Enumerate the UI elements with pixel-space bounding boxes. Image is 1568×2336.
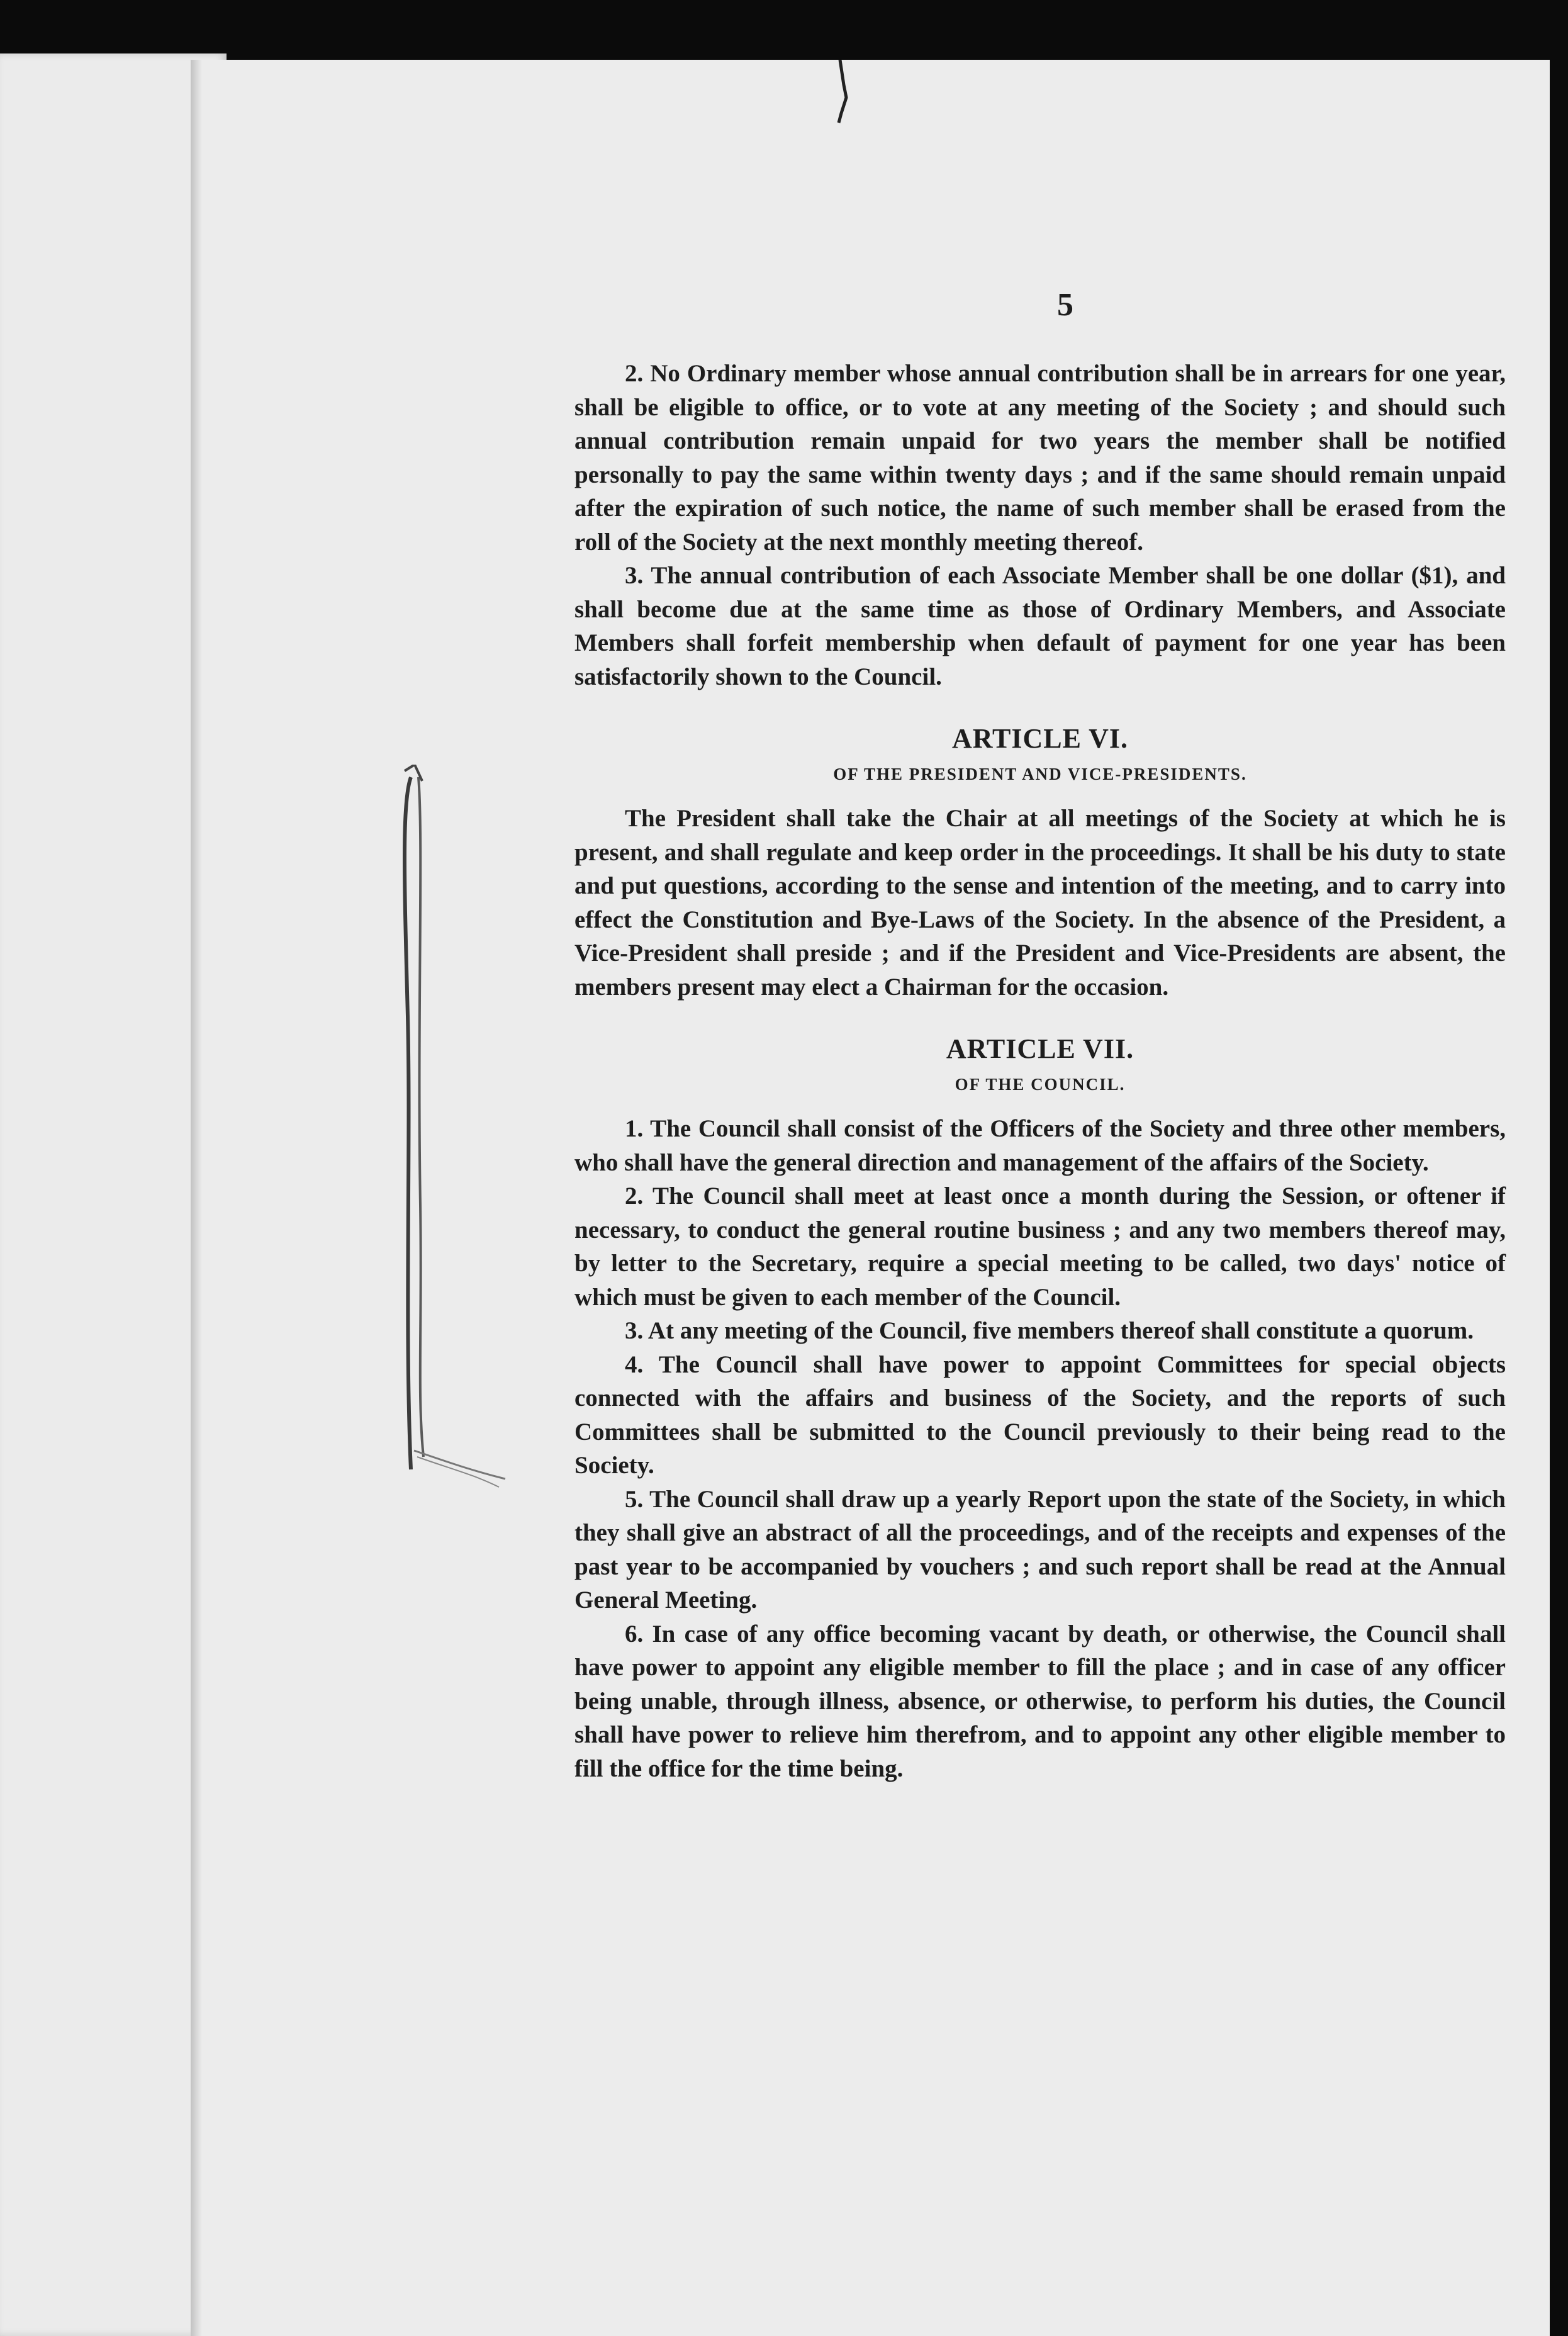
article-vii-heading: ARTICLE VII. [946, 1033, 1134, 1064]
article-vii-clause-2: 2. The Council shall meet at least once a month during the Session, or oftener if necessary, to conduct the general routine business ; and any two members thereof may, by letter to the Secretary, require a special meeting to be called, two days' notice of which must be given to each member of the Council. [574, 1182, 1506, 1311]
article-vi-subheading: OF THE PRESIDENT AND VICE-PRESIDENTS. [833, 765, 1247, 783]
page-edge-shadow [191, 60, 202, 2336]
article-vii-clause-5: 5. The Council shall draw up a yearly Report upon the state of the Society, in which they shall give an abstract of all the proceedings, and of the receipts and expenses of the past year to be accompanied by vouchers ; and such report shall be read at the Annual General Meeting. [574, 1485, 1506, 1614]
ink-mark-icon [834, 60, 850, 129]
thread-binding-icon [386, 765, 512, 1488]
article-vii-clause-3: 3. At any meeting of the Council, five members thereof shall constitute a quorum. [625, 1317, 1474, 1344]
document-page [191, 60, 1550, 2336]
article-v-clause-3: 3. The annual contribution of each Associate Member shall be one dollar ($1), and shall become due at the same time as those of Ordinary Members, and Associate Members shall forfeit membership when default of payment for one year has been satisfactorily shown to the Council. [574, 562, 1506, 690]
article-vi-paragraph: The President shall take the Chair at all meetings of the Society at which he is present, and shall regulate and keep order in the proceedings. It shall be his duty to state and put questions, according to the sense and intention of the meeting, and to carry into effect the Constitution and Bye-Laws of the Society. In the absence of the President, a Vice-President shall preside ; and if the President and Vice-Presidents are absent, the members present may elect a Chairman for the occasion. [574, 805, 1506, 1001]
page-text [574, 286, 1506, 1785]
article-vii-clause-6: 6. In case of any office becoming vacant by death, or otherwise, the Council shall have power to appoint any eligible member to fill the place ; and in case of any officer being unable, through illness, absence, or otherwise, to perform his duties, the Council shall have power to relieve him therefrom, and to appoint any other eligible member to fill the office for the time being. [574, 1620, 1506, 1782]
article-vii-subheading: OF THE COUNCIL. [955, 1075, 1126, 1094]
article-v-clause-2: 2. No Ordinary member whose annual contribution shall be in arrears for one year, shall be eligible to office, or to vote at any meeting of the Society ; and should such annual contribution remain unpaid for two years the member shall be notified personally to pay the same within twenty days ; and if the same should remain unpaid after the expiration of such notice, the name of such member shall be erased from the roll of the Society at the next monthly meeting thereof. [574, 360, 1506, 556]
article-vi-heading: ARTICLE VI. [951, 723, 1129, 754]
article-vii-clause-4: 4. The Council shall have power to appoint Committees for special objects connected with the affairs and business of the Society, and the reports of such Committees shall be submitted to the Council previously to their being read to the Society. [574, 1350, 1506, 1479]
page-number: 5 [1057, 287, 1073, 323]
article-vii-clause-1: 1. The Council shall consist of the Officers of the Society and three other members, who shall have the general direction and management of the affairs of the Society. [574, 1115, 1506, 1176]
